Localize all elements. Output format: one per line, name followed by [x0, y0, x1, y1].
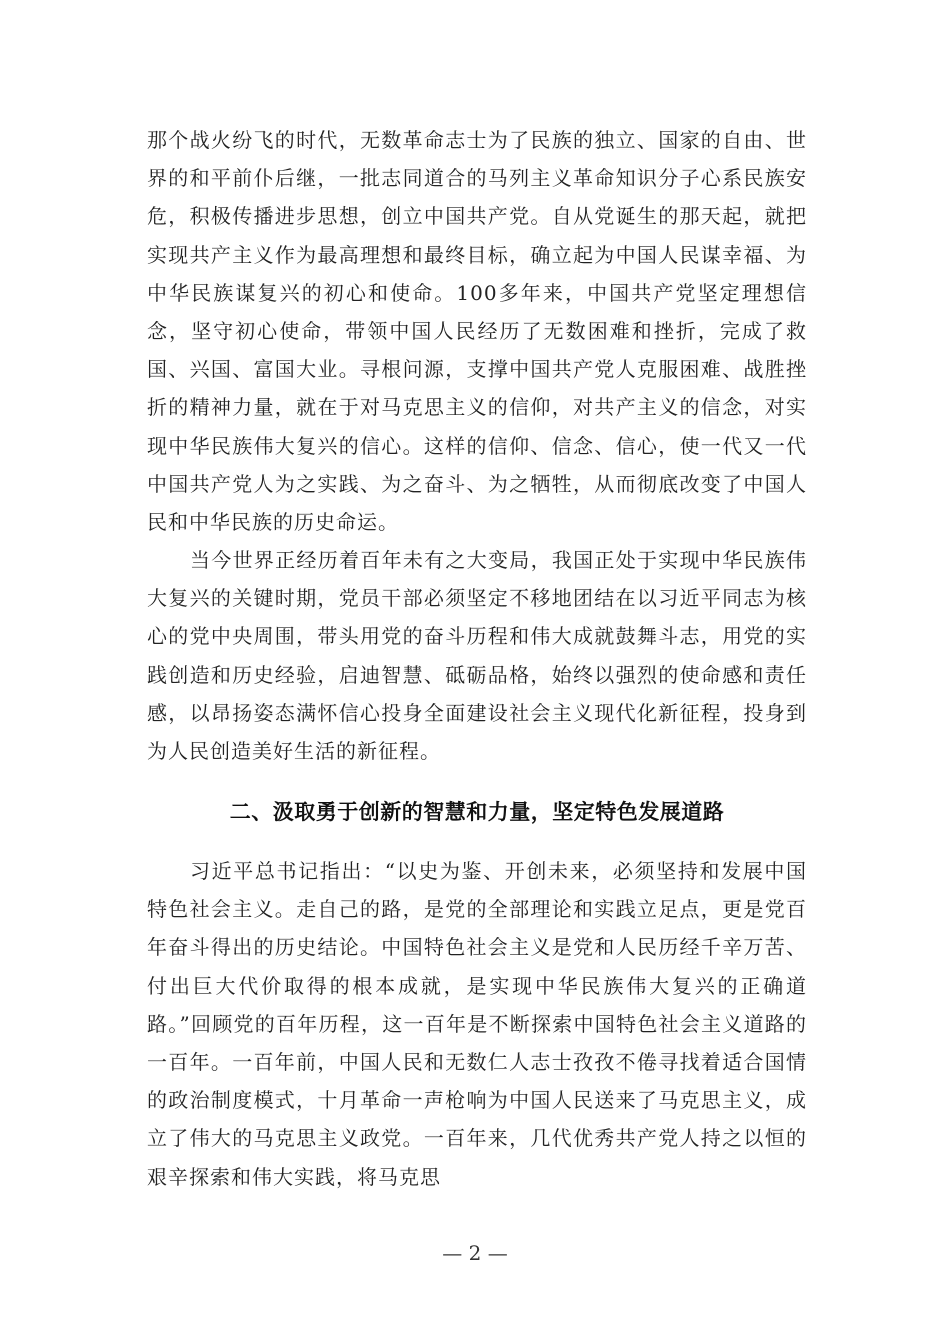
paragraph-continued: 那个战火纷飞的时代，无数革命志士为了民族的独立、国家的自由、世界的和平前仆后继，一批志同道合的马列主义革命知识分子心系民族安危，积极传播进步思想，创立中国共产党。自从党诞生的那天起，就把实现共产主义作为最高理想和最终目标，确立起为中国人民谋幸福、为中华民族谋复兴的初心和使命。100多年来，中国共产党坚定理想信念，坚守初心使命，带领中国人民经历了无数困难和挫折，完成了救国、兴国、富国大业。寻根问源，支撑中国共产党人克服困难、战胜挫折的精神力量，就在于对马克思主义的信仰，对共产主义的信念，对实现中华民族伟大复兴的信心。这样的信仰、信念、信心，使一代又一代中国共产党人为之实践、为之奋斗、为之牺牲，从而彻底改变了中国人民和中华民族的历史命运。	[147, 128, 807, 535]
page-number: — 2 —	[442, 1241, 508, 1265]
paragraph-current-situation: 当今世界正经历着百年未有之大变局，我国正处于实现中华民族伟大复兴的关键时期，党员干部必须坚定不移地团结在以习近平同志为核心的党中央周围，带头用党的奋斗历程和伟大成就鼓舞斗志，用党的实践创造和历史经验，启迪智慧、砥砺品格，始终以强烈的使命感和责任感，以昂扬姿态满怀信心投身全面建设社会主义现代化新征程，投身到为人民创造美好生活的新征程。	[147, 548, 807, 764]
section-heading: 二、汲取勇于创新的智慧和力量，坚定特色发展道路	[229, 800, 725, 824]
paragraph-socialism-path: 习近平总书记指出：“以史为鉴、开创未来，必须坚持和发展中国特色社会主义。走自己的路，是党的全部理论和实践立足点，更是党百年奋斗得出的历史结论。中国特色社会主义是党和人民历经千辛万苦、付出巨大代价取得的根本成就，是实现中华民族伟大复兴的正确道路。”回顾党的百年历程，这一百年是不断探索中国特色社会主义道路的一百年。一百年前，中国人民和无数仁人志士孜孜不倦寻找着适合国情的政治制度模式，十月革命一声枪响为中国人民送来了马克思主义，成立了伟大的马克思主义政党。一百年来，几代优秀共产党人持之以恒的艰辛探索和伟大实践，将马克思	[147, 859, 807, 1189]
